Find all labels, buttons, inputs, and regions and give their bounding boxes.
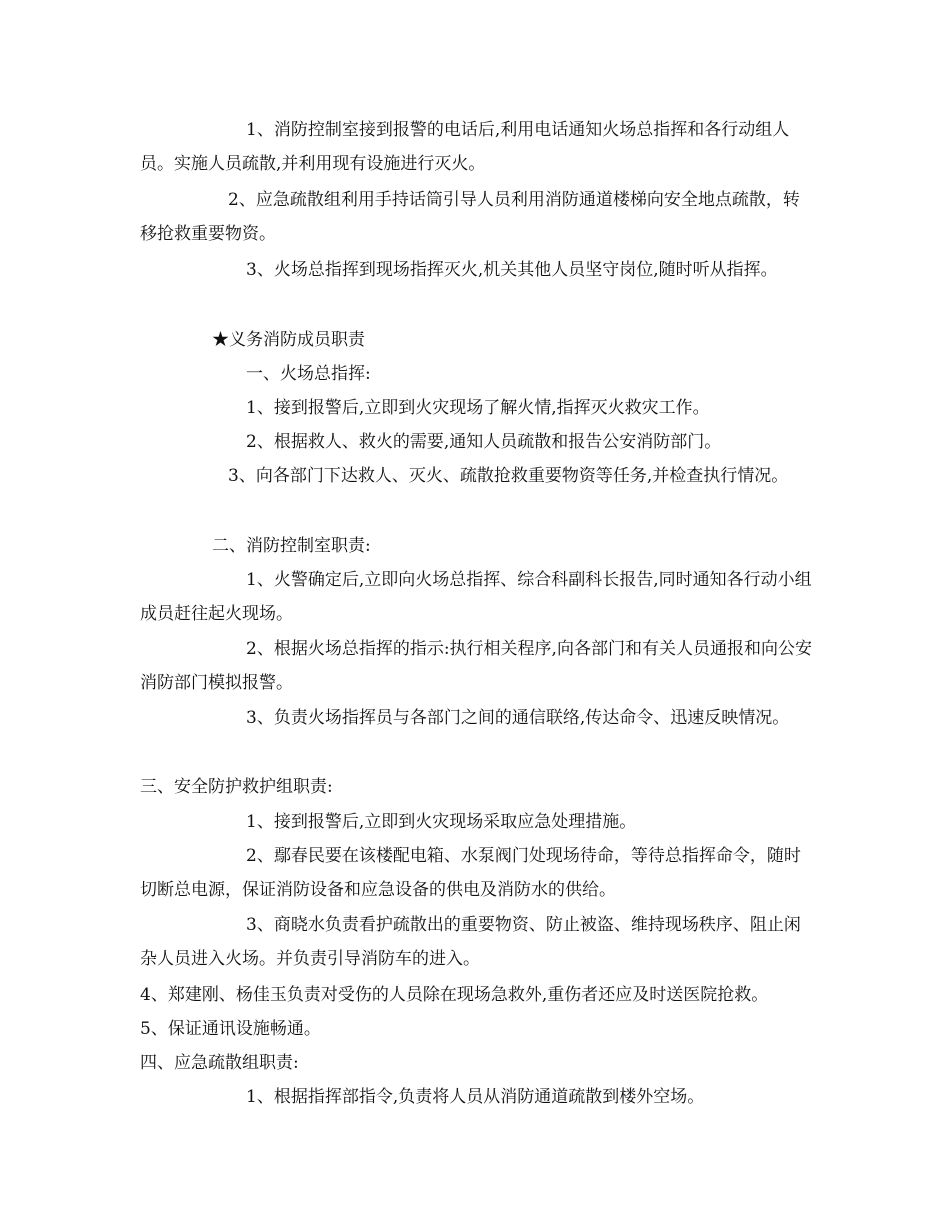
paragraph-safety-4: 4、郑建刚、杨佳玉负责对受伤的人员除在现场急救外,重伤者还应及时送医院抢救。 <box>140 985 769 1005</box>
paragraph-safety-3: 3、商晓水负责看护疏散出的重要物资、防止被盗、维持现场秩序、阻止闲杂人员进入火场。并负责引导消防车的进入。 <box>140 915 801 969</box>
paragraph-safety-2: 2、鄢春民要在该楼配电箱、水泵阀门处现场待命，等待总指挥命令，随时切断总电源，保证消防设备和应急设备的供电及消防水的供给。 <box>140 846 801 900</box>
paragraph-commander-2: 2、根据救人、救火的需要,通知人员疏散和报告公安消防部门。 <box>246 432 722 452</box>
heading-control-room: 二、消防控制室职责: <box>212 536 371 556</box>
paragraph-commander-3: 3、向各部门下达救人、灭火、疏散抢救重要物资等任务,并检查执行情况。 <box>228 466 789 486</box>
paragraph-evacuation-1: 1、根据指挥部指令,负责将人员从消防通道疏散到楼外空场。 <box>246 1087 705 1107</box>
paragraph-control-1: 1、火警确定后,立即向火场总指挥、综合科副科长报告,同时通知各行动小组成员赶往起火现场。 <box>140 570 812 624</box>
paragraph-1: 1、消防控制室接到报警的电话后,利用电话通知火场总指挥和各行动组人员。实施人员疏散,并利用现有设施进行灭火。 <box>140 120 790 174</box>
paragraph-safety-1: 1、接到报警后,立即到火灾现场采取应急处理措施。 <box>246 812 637 832</box>
paragraph-commander-1: 1、接到报警后,立即到火灾现场了解火情,指挥灭火救灾工作。 <box>246 398 710 418</box>
paragraph-control-2: 2、根据火场总指挥的指示:执行相关程序,向各部门和有关人员通报和向公安消防部门模拟报警。 <box>140 639 812 693</box>
paragraph-safety-5: 5、保证通讯设施畅通。 <box>140 1019 321 1039</box>
paragraph-2: 2、应急疏散组利用手持话筒引导人员利用消防通道楼梯向安全地点疏散，转移抢救重要物资。 <box>140 190 800 244</box>
section-heading-duties: ★义务消防成员职责 <box>212 330 365 350</box>
heading-evacuation: 四、应急疏散组职责: <box>140 1053 299 1073</box>
heading-safety-rescue: 三、安全防护救护组职责: <box>140 777 333 797</box>
paragraph-control-3: 3、负责火场指挥员与各部门之间的通信联络,传达命令、迅速反映情况。 <box>246 708 790 728</box>
heading-fire-commander: 一、火场总指挥: <box>246 364 371 384</box>
paragraph-3: 3、火场总指挥到现场指挥灭火,机关其他人员坚守岗位,随时听从指挥。 <box>246 260 778 280</box>
